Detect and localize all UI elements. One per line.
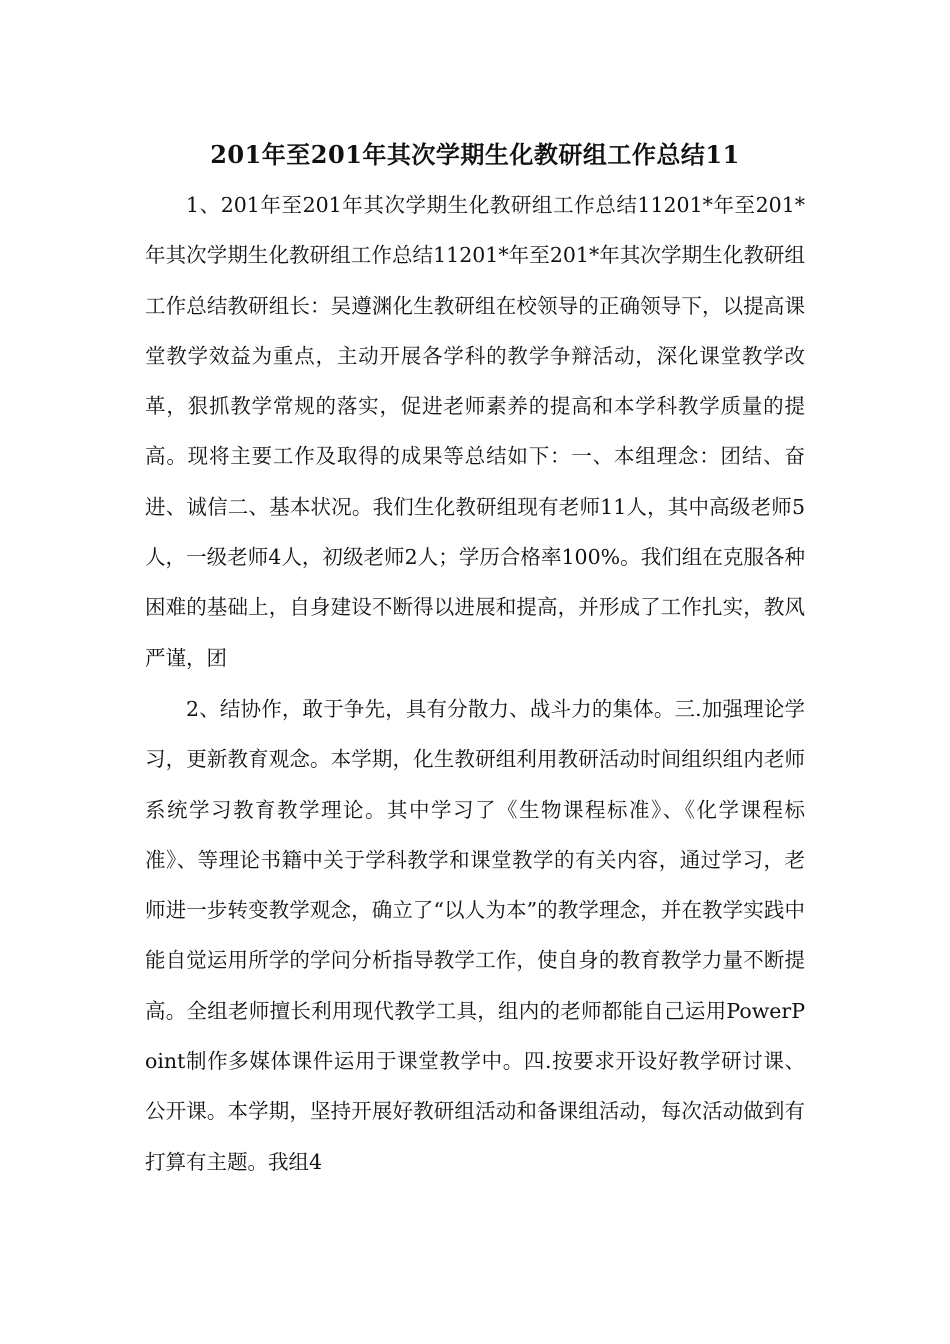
document-title: 201年至201年其次学期生化教研组工作总结11 [210,140,740,169]
paragraph-1: 1、201年至201年其次学期生化教研组工作总结11201*年至201*年其次学期生化教研组工作总结11201*年至201*年其次学期生化教研组工作总结教研组长：吴遵渊化生教研组在校领导的正确领导下，以提高课堂教学效益为重点，主动开展各学科的教学争辩活动，深化课堂教学改革，狠抓教学常规的落实，促进老师素养的提高和本学科教学质量的提高。现将主要工作及取得的成果等总结如下：一、本组理念：团结、奋进、诚信二、基本状况。我们生化教研组现有老师11人，其中高级老师5人，一级老师4人，初级老师2人；学历合格率100%。我们组在克服各种困难的基础上，自身建设不断得以进展和提高，并形成了工作扎实，教风严谨，团 [145,193,805,670]
paragraph-2: 2、结协作，敢于争先，具有分散力、战斗力的集体。三.加强理论学习，更新教育观念。本学期，化生教研组利用教研活动时间组织组内老师系统学习教育教学理论。其中学习了《生物课程标准》、《化学课程标准》、等理论书籍中关于学科教学和课堂教学的有关内容，通过学习，老师进一步转变教学观念，确立了“以人为本”的教学理念，并在教学实践中能自觉运用所学的学问分析指导教学工作，使自身的教育教学力量不断提高。全组老师擅长利用现代教学工具，组内的老师都能自己运用PowerPoint制作多媒体课件运用于课堂教学中。四.按要求开设好教学研讨课、公开课。本学期，坚持开展好教研组活动和备课组活动，每次活动做到有打算有主题。我组4 [145,696,805,1174]
document-body [145,180,805,1187]
